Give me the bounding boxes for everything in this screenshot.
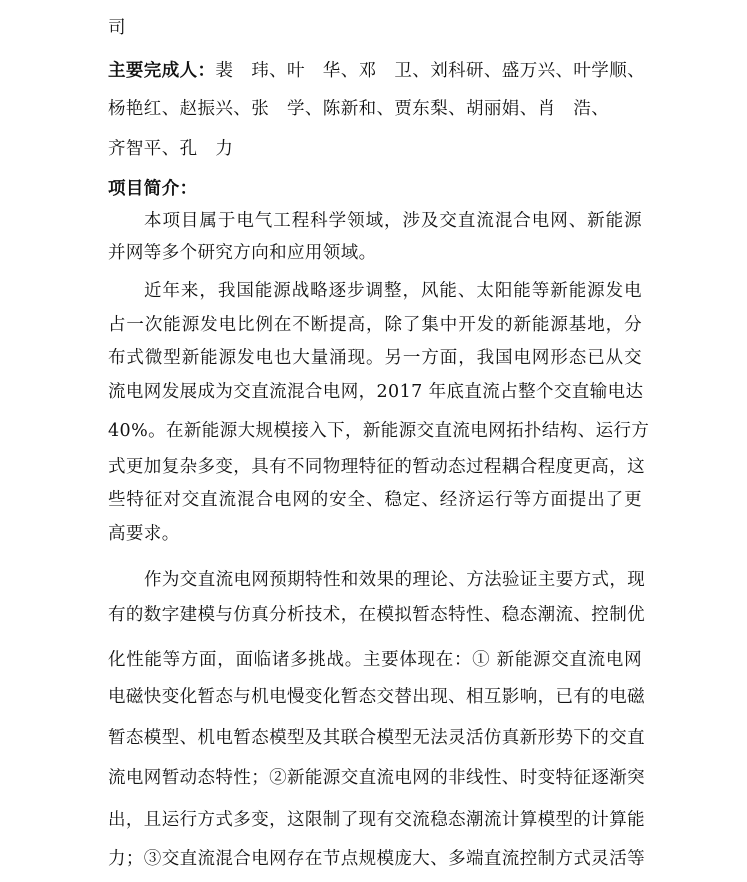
para3-line-7: 出，且运行方式多变，这限制了现有交流稳态潮流计算模型的计算能	[108, 810, 645, 830]
contributors-line-2: 杨艳红、赵振兴、张 学、陈新和、贾东梨、胡丽娟、肖 浩、	[108, 99, 610, 119]
para3-line-2: 有的数字建模与仿真分析技术，在模拟暂态特性、稳态潮流、控制优	[108, 605, 645, 625]
para2-line-8: 高要求。	[108, 524, 180, 544]
summary-heading: 项目简介：	[108, 179, 198, 199]
para3-line-1: 作为交直流电网预期特性和效果的理论、方法验证主要方式，现	[144, 570, 646, 590]
contributors-label: 主要完成人：	[108, 61, 216, 81]
para2-line-6: 式更加复杂多变，具有不同物理特征的暂动态过程耦合程度更高，这	[108, 457, 645, 477]
para2-line-1: 近年来，我国能源战略逐步调整，风能、太阳能等新能源发电	[144, 281, 642, 301]
para3-line-3: 化性能等方面，面临诸多挑战。主要体现在：① 新能源交直流电网	[108, 650, 642, 670]
para3-line-5: 暂态模型、机电暂态模型及其联合模型无法灵活仿真新形势下的交直	[108, 728, 645, 748]
para3-line-8: 力；③交直流混合电网存在节点规模庞大、多端直流控制方式灵活等	[108, 849, 645, 869]
para2-line-3: 布式微型新能源发电也大量涌现。另一方面，我国电网形态已从交	[108, 348, 642, 368]
para2-line-4: 流电网发展成为交直流混合电网，2017 年底直流占整个交直输电达	[108, 382, 644, 402]
contributors-line-3: 齐智平、孔 力	[108, 139, 234, 159]
contributors-names-1: 裴 玮、叶 华、邓 卫、刘科研、盛万兴、叶学顺、	[215, 61, 646, 81]
para2-line-7: 些特征对交直流混合电网的安全、稳定、经济运行等方面提出了更	[108, 490, 642, 510]
top-fragment: 司	[108, 18, 126, 38]
para2-line-5: 40%。在新能源大规模接入下，新能源交直流电网拓扑结构、运行方	[108, 421, 650, 441]
para3-line-6: 流电网暂动态特性；②新能源交直流电网的非线性、时变特征逐渐突	[108, 768, 645, 788]
para1-line-2: 并网等多个研究方向和应用领域。	[108, 243, 377, 263]
para3-line-4: 电磁快变化暂态与机电慢变化暂态交替出现、相互影响，已有的电磁	[108, 687, 645, 707]
para1-line-1: 本项目属于电气工程科学领域，涉及交直流混合电网、新能源	[144, 211, 642, 231]
para2-line-2: 占一次能源发电比例在不断提高，除了集中开发的新能源基地，分	[108, 315, 642, 335]
contributors-line-1	[108, 59, 646, 83]
